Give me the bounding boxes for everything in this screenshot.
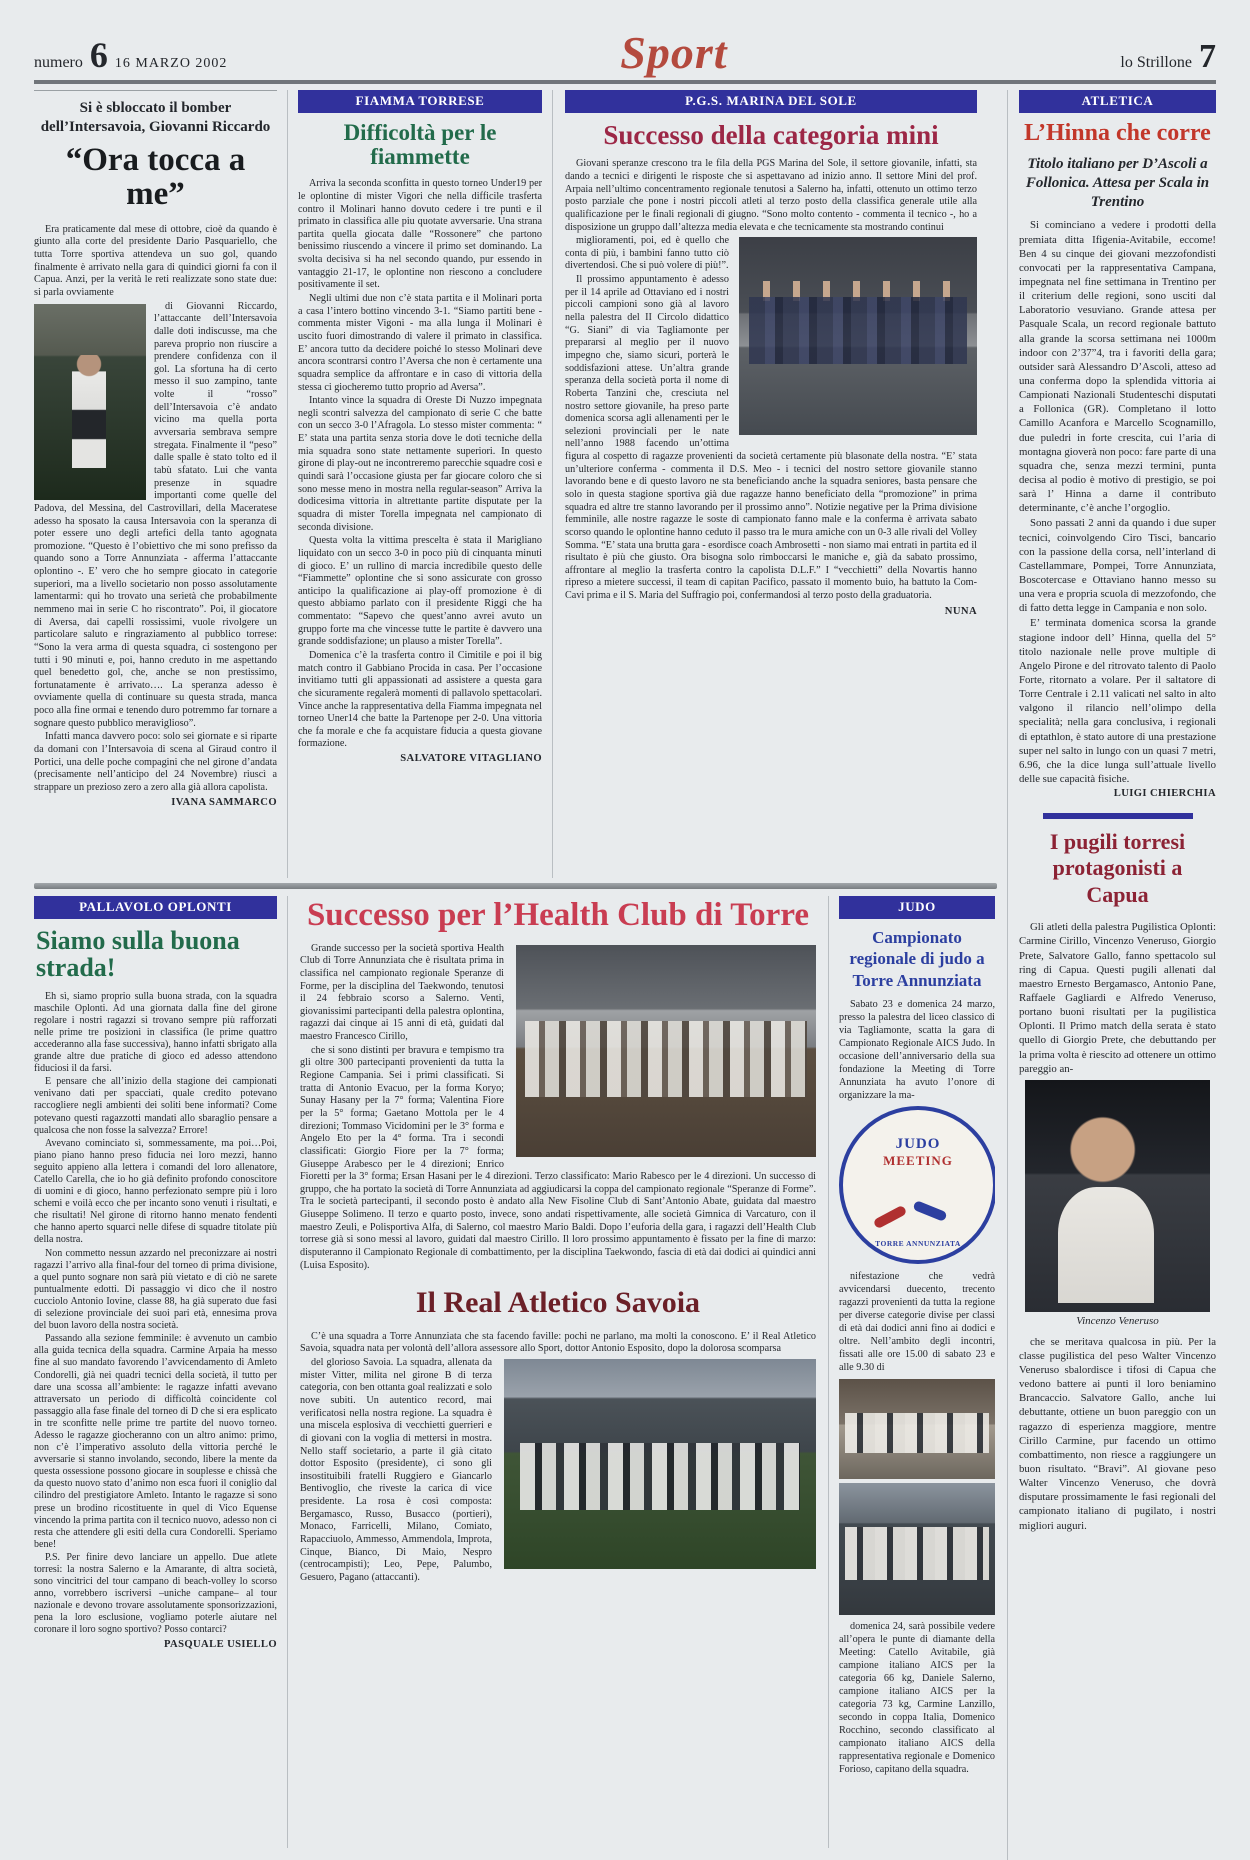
- article-paragraph: Passando alla sezione femminile: è avvenuto un cambio alla guida tecnica della squadra. Carmine Arpaia ha messo fine al suo mandato favorendo l’avvicendamento di Amleto Condorelli, già nei quadri tecnici della società, il tutto per dare una scossa all’ambiente: le ragazze infatti avevano attraversato un periodo di difficoltà coincidente col passaggio alla fase finale del torneo di D che si era esplicato in tre sconfitte nelle prime tre partite del nuovo torneo. Adesso le ragazze giocheranno con un altro animo: primo, non c’è l’imperativo assoluto della vittoria perché le avversarie si stanno involando, secondo, libere la mente da questa ossessione possono giocare in souplesse e chissà che da questo nuovo stato d’animo non esca fuori il coniglio dal cilindro del prestigiatore Amleto. Intanto le ragazze si sono prese un brodino ricostituente in quel di Vico Equense vincendo la prima partita con il tecnico nuovo, adesso non ci resta che attendere gli esiti della cura Condorelli. Speriamo bene!: [34, 1333, 277, 1550]
- article-paragraph: Il prossimo appuntamento è adesso per il 14 aprile ad Ottaviano ed i nostri piccoli campioni sono già al lavoro nella palestra del II Circolo didattico “G. Siani” di via Tagliamonte per prepararsi al meglio per il nuovo impegno che, siamo sicuri, porterà le soddisfazioni attese. Un’altra grande speranza della società porta il nome di Roberta Tanzini che, cresciuta nel nostro settore giovanile, ha preso parte domenica scorsa agli allenamenti per le selezioni provinciali per le nate nell’anno 1988 facendo un’ottima figura al cospetto di ragazze provenienti da società certamente più blasonate della nostra. “E’ stata un’ulteriore conferma - commenta il D.S. Meo - i tecnici del nostro settore giovanile stanno lavorando bene e di questo lavoro ne sta beneficiando anche la squadra seniores, basta pensare che solo in questa stagione sportiva già due ragazze hanno beneficiato della “promozione” in prima squadra ed altre tre stanno lavorando per il prossimo anno”. Notizie negative per la Prima divisione femminile, alle nostre ragazze le soste di campionato fanno male e la conferma è arrivata sabato scorso quando le oplontine hanno ceduto il passo tra le mura amiche con un 0-3 alle rivali del Volley Somma. “E’ stata una brutta gara - esordisce coach Ambrosetti - non siamo mai entrati in partita ed il risultato è più che giusto. Ora bisogna solo rimboccarsi le maniche e, già da sabato prossimo, affrontare al meglio la trasferta contro la capolista D.L.F.” I “vecchietti” della Novartis hanno ripreso a mietere successi, il team di capitan Pacifico, passato il momento buio, ha battuto la Com-Cavi prima e il S. Maria del Suffragio poi, confermandosi al terzo posto della graduatoria.: [565, 274, 977, 602]
- article-paragraph: Questa volta la vittima prescelta è stata il Marigliano liquidato con un secco 3-0 in poco più di cinquanta minuti di gioco. E’ un rullino di marcia incredibile questo delle “Fiammette” oplontine che si sono assicurate con grosso anticipo la qualificazione ai play-off promozione è di questo abbiamo parlato con il presidente Riggi che ha commentato: “Sapevo che quest’anno avrei avuto un gruppo forte ma che vincesse tutte le partite è davvero una grande soddisfazione; un plauso a mister Torella”.: [298, 535, 542, 648]
- article-paragraph: Eh sì, siamo proprio sulla buona strada, con la squadra maschile Oplonti. Ad una giornata dalla fine del girone regolare i nostri ragazzi si trovano sempre più rafforzati nelle prime tre posizioni in classifica (le prime quattro accederanno alla fase successiva), hanno infatti sbrigato alla grande altre due pratiche di gioco ed adesso attendono fiduciosi il da farsi.: [34, 990, 277, 1075]
- riccardo-photo: [34, 304, 146, 500]
- page-number: 7: [1198, 38, 1216, 75]
- judo-meeting-logo: [839, 1106, 995, 1264]
- masthead: [34, 10, 1216, 84]
- article-paragraph: che se meritava qualcosa in più. Per la classe pugilistica del peso Walter Vincenzo Veneruso sbalordisce i tifosi di Capua che vedono battere ai punti il loro beniamino Brancaccio. Salvatore Gallo, anche lui debuttante, ottiene un buon pareggio con un ragazzo di esperienza maggiore, mentre Cirillo Carmine, pur facendo un ottimo combattimento, non riesce a raggiungere un buon risultato. “Bravi”. Al giovane peso Walter Vincenzo Veneruso, che dovrà disputare prossimamente le fasi regionali del campionato italiano di pugilato, i nostri migliori auguri.: [1019, 1335, 1216, 1532]
- article-health-club: [300, 898, 816, 1273]
- article-paragraph: Era praticamente dal mese di ottobre, cioè da quando è giunto alla corte del presidente Dario Pasquariello, che tutta Torre sportiva attendeva un suo gol, quando finalmente è arrivato nella gara di quindici giorni fa con il Capua. Anzi, per la verità le reti realizzate sono state due: si parla ovviamente: [34, 223, 277, 298]
- article-paragraph: Grande successo per la società sportiva Health Club di Torre Annunziata che è risultata prima in classifica nel campionato regionale Speranze di Forme, per la disciplina del Taekwondo, tenutosi il 24 febbraio scorso a Salerno. Venti, giovanissimi partecipanti della palestra oplontina, ragazzi dai cinque ai 15 anni di età, guidati dal maestro Francesco Cirillo,: [300, 942, 504, 1043]
- judoka-group: [845, 1413, 989, 1453]
- byline-pasquale-usiello: PASQUALE USIELLO: [163, 1638, 277, 1650]
- judoka-figure-red: [873, 1205, 908, 1230]
- veneruso-photo: [1025, 1080, 1210, 1312]
- byline-nuna: NUNA: [944, 605, 977, 617]
- byline-ivana-sammarco: IVANA SAMMARCO: [171, 796, 277, 808]
- boxer-figure: [1058, 1187, 1154, 1303]
- article-paragraph: Sabato 23 e domenica 24 marzo, presso la palestra del liceo classico di via Tagliamonte, scatta la gara di Campionato Regionale AICS Judo. In occasione dell’anniversario della sua fondazione la Meeting di Torre Annunziata ha avuto l’onore di organizzare la ma-: [839, 998, 995, 1102]
- article-paragraph: Avevano cominciato sì, sommessamente, ma poi…Poi, piano piano hanno preso fiducia nei loro mezzi, hanno seguito appieno alla lettera i comandi del loro allenatore, Catello Carella, che io ho già definito profondo conoscitore di uomini e di gioco, hanno perfezionato sempre più i loro schemi e voilà ecco che per incanto sono venuti i risultati, e che risultati! Nel girone di ritorno hanno menato fendenti che hanno aperto squarci nelle difese di squadre titolate più della nostra.: [34, 1137, 277, 1246]
- article-headline-health-club: Successo per l’Health Club di Torre: [306, 897, 810, 933]
- section-bar-pallavolo-oplonti: PALLAVOLO OPLONTI: [34, 896, 277, 919]
- article-headline-pugili: I pugili torresi protagonisti a Capua: [1049, 829, 1186, 907]
- judoka-group: [845, 1527, 989, 1580]
- paper-info: [1120, 38, 1216, 75]
- pgs-team-photo: [739, 237, 977, 435]
- article-headline-hinna: L’Hinna che corre: [1024, 120, 1211, 146]
- judo-logo-text-line2: MEETING: [883, 1153, 953, 1169]
- article-fiamma-torrese: [287, 90, 552, 878]
- top-row: [34, 90, 997, 878]
- article-paragraph: Si cominciano a vedere i prodotti della premiata ditta Ifigenia-Avitabile, eccome! Ben 4 su cinque dei giovani mezzofondisti convocati per la rappresentativa Campana, impegnata nel fine settimana in Trentino per il criterium delle regioni, sono usciti dal Laboratorio vesuviano. Grande attesa per Pasquale Scala, un record regionale battuto alla grande la scorsa settimana nei 1000m indoor con 2’37”4, tra i favoriti della gara; outsider sarà Alessandro D’Ascoli, atteso ad una conferma dopo la splendida vittoria ai Campionati Nazionali Studenteschi disputati a Follonica (GR). Completano il lotto Camillo Acanfora e Marcello Scognamillo, due puledri in forte crescita, cui l’aria di montagna gioverà non poco: fare parte di una squadra che, senza mezzi termini, punta decisa al podio è motivo di prestigio, se poi sarà l’ Hinna a darne il contributo determinante, c’è anche l’orgoglio.: [1019, 219, 1216, 515]
- article-pugili: [1019, 829, 1216, 1533]
- section-bar-pgs-marina-del-sole: P.G.S. MARINA DEL SOLE: [565, 90, 977, 113]
- page-content: [34, 90, 1216, 1860]
- players-row: [749, 297, 968, 364]
- article-paragraph: Arriva la seconda sconfitta in questo torneo Under19 per le oplontine di mister Vigori che nella difficile trasferta contro il Molinari hanno dovuto cedere i tre punti e il primato in classifica alle piu quotate avversarie. Una strana partita quella giocata dalle “Rossonere” che partono benissimo riuscendo a vincere il primo set dominando. La svolta decisiva si ha nel secondo quando, pur essendo in vantaggio 21-17, le oplontine non riescono a concludere positivamente il set.: [298, 178, 542, 291]
- article-pallavolo-oplonti: [34, 896, 287, 1848]
- article-subhead-atletica: Titolo italiano per D’Ascoli a Follonica. Attesa per Scala in Trentino: [1025, 156, 1210, 210]
- article-paragraph: Gli atleti della palestra Pugilistica Oplonti: Carmine Cirillo, Vincenzo Veneruso, Giorgio Prete, Salvatore Gallo, fanno spettacolo sul ring di Capua. Questi pugili allenati dal maestro Ernesto Bergamasco, Antonio Pane, Raffaele Gagliardi e Alfredo Veneruso, portano buoni risultati per la pugilistica Oplonti. Il Primo match della serata è stato quello di Giorgio Prete, che debuttando per la prima volta è riescito ad ottenere un ottimo pareggio an-: [1019, 921, 1216, 1075]
- article-atletica: [1019, 90, 1216, 799]
- left-region: [34, 90, 997, 1860]
- section-bar-judo: JUDO: [839, 896, 995, 919]
- article-paragraph: Infatti manca davvero poco: solo sei giornate e si riparte da domani con l’Intersavoia di scena al Giraud contro il Portici, una delle poche compagini che nel girone d’andata (precisamente nell’anticipo del 24 Novembre) riuscì a strappare un prezioso zero a zero alla già allora capolista.: [34, 731, 277, 793]
- bottom-row: [34, 896, 997, 1848]
- newspaper-page: [34, 0, 1216, 1860]
- player-figure: [72, 355, 106, 469]
- article-headline-categoria-mini: Successo della categoria mini: [603, 120, 939, 150]
- paper-name: lo Strillone: [1120, 54, 1192, 71]
- issue-date: 16 MARZO 2002: [114, 56, 228, 71]
- article-paragraph: di Giovanni Riccardo, l’attaccante dell’Intersavoia dalle doti indiscusse, ma che pareva proprio non riuscire a prendere confidenza con il gol. La sfortuna ha di certo messo il suo zampino, tante volte il “rosso” dell’Intersavoia c’è andato vicino ma quella porta avversaria sembrava sempre stregata. Finalmente il “peso” dalle spalle è stato tolto ed il tabù sfatato. Lui che vanta presenze in squadre importanti come quelle del Padova, del Messina, del Castrovillari, della Maceratese adesso ha sposato la causa Intersavoia con la speranza di poter essere uno degli artefici della tanto agognata promozione. “Questo è l’obiettivo che mi sono prefisso da quando sono a Torre Annunziata - afferma l’attaccante oplontino -. E’ vero che ho sempre giocato in categorie superiori, ma a livello societario non posso assolutamente lamentarmi: qui ho trovato una serietà che probabilmente nemmeno mai in serie C ho riscontrato”. Poi, il giocatore di Aversa, dai capelli rossissimi, vuole rivolgere un particolare saluto e ringraziamento al pubblico torrese: “Sono la vera arma di questa squadra, ci sostengono per tutti i 90 minuti e, poi, hanno creduto in me aspettando quel benedetto gol, che, anche se non prestissimo, fortunatamente è arrivato…. La speranza adesso è ovviamente quella di continuare su questa strada, manca poco alla fine ormai e tenendo duro potremmo far tornare a sognare questo pubblico meraviglioso”.: [34, 300, 277, 729]
- article-headline-judo: Campionato regionale di judo a Torre Annunziata: [849, 928, 985, 990]
- article-judo: [828, 896, 995, 1848]
- article-paragraph: E pensare che all’inizio della stagione dei campionati venivano dati per spacciati, quale credito potevano raccogliere negli ambienti dei soliti bene informati? Come potevano questi ragazzotti mandati allo sbaraglio pensare a qualcosa che non fosse la salvezza? Errore!: [34, 1076, 277, 1136]
- health-club-photo: [516, 945, 816, 1157]
- article-paragraph: C’è una squadra a Torre Annunziata che sta facendo faville: pochi ne parlano, ma molti la conoscono. E’ il Real Atletico Savoia, squadra nata per volontà dell’allora assessore allo Sport, dottor Antonio Esposito, dopo la dolorosa scomparsa: [300, 1330, 816, 1355]
- judo-logo-text-line3: TORRE ANNUNZIATA: [875, 1239, 961, 1249]
- article-paragraph: Domenica c’è la trasferta contro il Cimitile e poi il big match contro il Gabbiano Procida in casa. Per l’occasione invitiamo tutti gli appassionati ad assistere a questa gara che sicuramente regalerà momenti di pallavolo spettacolari. Vince anche la rappresentativa della Fiamma impegnata nel torneo Uner14 che batte la Partenope per 2-0. Una vittoria che fa morale e che fa acquistare fiducia a questa giovane formazione.: [298, 649, 542, 750]
- article-paragraph: miglioramenti, poi, ed è quello che conta di più, i bambini fanno tutto ciò divertendosi. Che si può volere di più!”.: [565, 235, 729, 272]
- article-paragraph: domenica 24, sarà possibile vedere all’opera le punte di diamante della Meeting: Catello Avitabile, già campione italiano AICS per la categoria 66 kg, Daniele Salerno, campione italiano AICS per la categoria 73 kg, Carmine Lanzillo, secondo in coppa Italia, Domenico Rocchino, secondo classificato al campionato italiano AICS della rappresentativa regionale e Domenico Forioso, capitano della squadra.: [839, 1620, 995, 1776]
- article-intersavoia: [34, 90, 287, 878]
- article-paragraph: Giovani speranze crescono tra le fila della PGS Marina del Sole, il settore giovanile, infatti, sta dando a tecnici e dirigenti le risposte che si aspettavano ad inizio anno. Il settore Mini del prof. Arpaia nell’ultimo concentramento regionale tenutosi a Salerno ha, infatti, ottenuto un ottimo terzo posto parziale che pone i nostri piccoli atleti al terzo posto della classifica generale utile alla qualificazione per le finali regionali di giugno. “Sono molto contento - commenta il tecnico -, ho a disposizione un gruppo dall’altezza media elevata e che tecnicamente sta mostrando continui: [565, 158, 977, 233]
- taekwondo-kids-row: [525, 1021, 807, 1097]
- section-divider-band: [34, 883, 997, 889]
- article-paragraph: che si sono distinti per bravura e tempismo tra gli oltre 300 partecipanti provenienti da tutta la Regione Campania. Sei i primi classificati. Si tratta di Antonio Evacuo, per la forma Koryo; Sunay Hasany per la 7° forma; Valentina Fiore per la 5° forma; Gaetano Mottola per le 4 direzioni; Tommaso Vicidomini per le 3° forma e Angelo Eto per la 4° forma. Tra i secondi classificati: Giorgio Fiore per la 7° forma; Giuseppe Arabesco per le 4 direzioni; Enrico Fioretti per la 3° forma; Ersan Hasani per le 4 direzioni. Terzo classificato: Mario Rabesco per le 4 direzioni. Un successo di gruppo, che ha portato la società di Torre Annunziata ad aggiudicarsi la coppa del campionato regionale “Speranze di Forme”. Tra le società partecipanti, il secondo posto è andato alla New Fisoline Club di Sant’Antonio Abate, guidata dal maestro Giuseppe Solimeno. Il terzo e quarto posto, invece, sono andati rispettivamente, alle società Gimnica di Varcaturo, con il maestro Zeuli, e Polisportiva Alfa, di Salerno, col maestro Mario Baldi. Dopo l’euforia della gara, i ragazzi dell’Health Club torrese già si sono messi al lavoro, guidati dal maestro Cirillo. Il loro prossimo appuntamento è fissato per la fine di marzo: disputeranno il Campionato Regionale di combattimento, per la disciplina Taekwondo, fascia di età dai dodici ai quindici anni (Luisa Esposito).: [300, 1044, 816, 1271]
- issue-info: [34, 35, 228, 75]
- article-paragraph: Non commetto nessun azzardo nel preconizzare ai nostri ragazzi l’arrivo alla final-four del torneo di prima divisione, a quel punto sognare non sarà più vietato e di ciò ne sarete puntualmente edotti. Di passaggio vi dico che il nostro cucciolo Antonio Iovine, classe 88, ha già superato due fasi di selezione provinciale dei suoi pari età, ennesima prova del buon lavoro della nostra società.: [34, 1247, 277, 1332]
- section-bar-fiamma-torrese: FIAMMA TORRESE: [298, 90, 542, 113]
- blue-divider: [1043, 813, 1193, 819]
- judoka-figure-blue: [912, 1200, 947, 1222]
- section-title: Sport: [620, 27, 728, 79]
- article-paragraph: Intanto vince la squadra di Oreste Di Nuzzo impegnata negli scontri salvezza del campionato di serie C che batte con un secco 3-0 l’Afragola. Lo stesso mister commenta: “ E’ stata una partita senza storia dove le doti tecniche della mia squadra sono state nettamente superiori. In questo girone di play-out ne incontreremo parecchie squadre così e quindi sarà l’occasione giusta per far giocare coloro che si sono messe meno in mostra nella regular-season” Arriva la dodicesima vittoria in altrettante partite disputate per la squadra di mister Torella impegnata nel campionato di seconda divisione.: [298, 395, 542, 533]
- judo-photo-2: [839, 1483, 995, 1615]
- judo-photo-1: [839, 1379, 995, 1479]
- article-real-atletico-savoia: [300, 1287, 816, 1585]
- article-paragraph: Sono passati 2 anni da quando i due super tecnici, coinvolgendo Ciro Tisci, bancario con la passione della corsa, nell’interland di Castellammare, Pompei, Torre Annunziata, Boscotercase e Ottaviano hanno messo su una vera e propria scuola di mezzofondo, che di fatto detta legge in Campania e non solo.: [1019, 517, 1216, 615]
- team-row: [520, 1443, 801, 1510]
- article-headline-real-atletico-savoia: Il Real Atletico Savoia: [415, 1286, 701, 1320]
- article-headline-buona-strada: Siamo sulla buona strada!: [36, 926, 240, 983]
- judo-logo-text-line1: JUDO: [895, 1136, 941, 1153]
- savoia-team-photo: [504, 1359, 816, 1569]
- issue-number-value: 6: [89, 35, 108, 75]
- article-paragraph: nifestazione che vedrà avvicendarsi duecento, trecento ragazzi provenienti da tutta la regione per diverse categorie divise per classi di età dai dodici anni fino ai dodici e oltre. Nell’ambito degli incontri, fissati alle ore 15.00 di sabato 23 e alle 9.30 di: [839, 1271, 995, 1374]
- article-headline-ora-tocca-a-me: “Ora tocca a me”: [65, 141, 246, 213]
- byline-luigi-chierchia: LUIGI CHIERCHIA: [1113, 788, 1216, 800]
- article-pgs-marina-del-sole: [552, 90, 977, 878]
- right-rail: [1007, 90, 1216, 1860]
- section-bar-atletica: ATLETICA: [1019, 90, 1216, 113]
- article-paragraph: E’ terminata domenica scorsa la grande stagione indoor dell’ Hinna, quella del 5° titolo nazionale nelle prove multiple di Angelo Pirone e del ritrovato talento di Paolo Forte, ritornato a volare. Per il saltatore di Torre Centrale i 2.11 valicati nel salto in alto valgono il rilancio nell’olimpo della specialità; nella gara conclusiva, i regionali di eptathlon, è stato autore di una prestazione super nel salto in lungo con un quasi 7 metri, 6.96, che la dice lunga sull’attuale livello delle sue capacità fisiche.: [1019, 617, 1216, 785]
- photo-caption-veneruso: Vincenzo Veneruso: [1076, 1314, 1159, 1327]
- article-paragraph: P.S. Per finire devo lanciare un appello. Due atlete torresi: la nostra Salerno e la Amarante, di altra società, sono vincitrici del tour campano di beach-volley lo scorso anno, vorrebbero iscriversi –uniche campane– al tour nazionale e devono trovare assolutamente sponsorizzazioni, pena la loro esclusione, vogliamo poterle aiutare nel coronare il loro sogno sportivo? Posso contarci?: [34, 1551, 277, 1636]
- article-paragraph: Negli ultimi due non c’è stata partita e il Molinari porta a casa l’intero bottino vincendo 3-1. “Siamo partiti bene - commenta mister Vigoni - ma alla lunga il Molinari è uscito fuori dimostrando di valere il primato in classifica. E’ ancora tutto da decidere poiché lo stesso Molinari deve ancora scontrarsi contro l’Aversa che non è certamente una squadra semplice da affrontare e in caso di vittoria della stessa ci giocheremo tutto proprio ad Aversa”.: [298, 293, 542, 393]
- issue-number-label: numero: [34, 54, 83, 71]
- article-paragraph: del glorioso Savoia. La squadra, allenata da mister Vitter, milita nel girone B di terza categoria, con ben ottanta goal realizzati e solo nove subiti. Un autentico record, mai verificatosi nella nostra regione. La squadra è una miscela esplosiva di vecchietti guerrieri e di giovani con la voglia di mettersi in mostra. Nello staff societario, a parte il già citato dottor Esposito (presidente), ci sono gli insostituibili fratelli Ruggiero e Giancarlo Bentivoglio, che riveste la carica di vice presidente. La rosa è così composta: Bergamasco, Russo, Busacco (portieri), Monaco, Farricelli, Milano, Comiato, Rapacciuolo, Ammesso, Ammendola, Improta, Cinque, Bianco, Di Maio, Nespro (centrocampisti); Leo, Pepe, Palumbo, Gesuero, Pagano (attaccanti).: [300, 1357, 492, 1583]
- center-bottom-column: [287, 896, 828, 1848]
- byline-salvatore-vitagliano: SALVATORE VITAGLIANO: [400, 753, 542, 765]
- article-headline-fiammette: Difficoltà per le fiammette: [343, 120, 497, 170]
- article-kicker: Si è sbloccato il bomber dell’Intersavoia, Giovanni Riccardo: [34, 90, 277, 137]
